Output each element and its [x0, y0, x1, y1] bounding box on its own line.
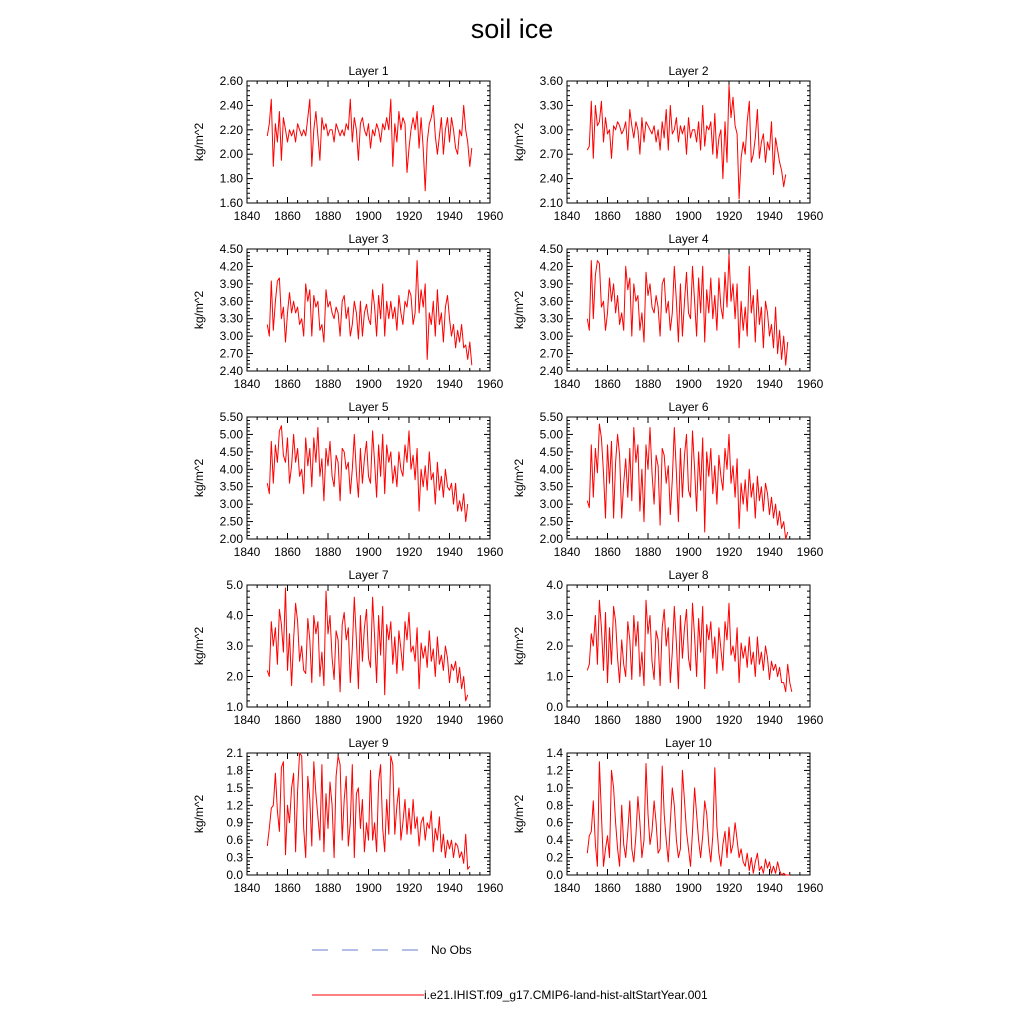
y-tick-label: 2.40 — [539, 171, 563, 186]
y-tick-label: 1.2 — [546, 763, 563, 778]
x-tick-label: 1920 — [395, 545, 423, 559]
y-tick-label: 3.0 — [226, 639, 243, 653]
x-tick-label: 1920 — [715, 377, 743, 391]
y-tick-label: 1.0 — [546, 669, 563, 684]
x-tick-label: 1860 — [274, 209, 301, 223]
x-tick-label: 1960 — [796, 209, 824, 223]
x-tick-label: 1860 — [594, 209, 621, 223]
legend-entry-no-obs — [312, 943, 472, 957]
y-tick-label: 5.00 — [219, 427, 243, 442]
y-tick-label: 1.60 — [219, 196, 243, 210]
axes-frame — [247, 81, 490, 203]
panel-title: Layer 9 — [348, 736, 389, 750]
y-tick-label: 4.50 — [539, 444, 563, 459]
panel-2 — [512, 64, 824, 223]
x-tick-label: 1960 — [796, 881, 824, 895]
x-tick-label: 1960 — [796, 377, 824, 391]
series-line — [587, 424, 787, 539]
x-tick-label: 1860 — [594, 377, 621, 391]
x-tick-label: 1960 — [476, 881, 504, 895]
y-tick-label: 0.0 — [226, 868, 243, 882]
y-tick-label: 0.2 — [546, 850, 563, 865]
x-tick-label: 1900 — [675, 881, 702, 895]
x-tick-label: 1940 — [436, 713, 463, 727]
x-tick-label: 1920 — [395, 713, 423, 727]
x-tick-label: 1880 — [634, 209, 662, 223]
x-tick-label: 1940 — [436, 881, 463, 895]
y-tick-label: 4.20 — [219, 259, 243, 274]
y-tick-label: 0.4 — [546, 833, 563, 848]
x-tick-label: 1860 — [594, 881, 621, 895]
figure-title: soil ice — [470, 14, 554, 44]
y-tick-label: 3.30 — [539, 311, 563, 326]
y-tick-label: 4.0 — [546, 578, 563, 592]
x-tick-label: 1900 — [675, 209, 702, 223]
x-tick-label: 1900 — [675, 545, 702, 559]
x-tick-label: 1960 — [796, 545, 824, 559]
x-tick-label: 1920 — [395, 377, 423, 391]
y-tick-label: 0.9 — [226, 815, 243, 830]
y-axis-label: kg/m^2 — [192, 458, 206, 498]
y-tick-label: 2.00 — [219, 532, 243, 546]
y-tick-label: 1.0 — [546, 780, 563, 795]
y-tick-label: 3.50 — [539, 479, 563, 494]
y-tick-label: 3.0 — [546, 608, 563, 623]
x-tick-label: 1880 — [314, 713, 342, 727]
panel-5 — [192, 400, 504, 559]
y-axis-label: kg/m^2 — [192, 794, 206, 834]
y-tick-label: 2.70 — [539, 346, 563, 361]
x-tick-label: 1900 — [355, 881, 382, 895]
x-tick-label: 1840 — [233, 545, 261, 559]
x-tick-label: 1880 — [314, 209, 342, 223]
y-tick-label: 2.10 — [539, 196, 563, 210]
x-tick-label: 1840 — [553, 377, 581, 391]
y-tick-label: 2.00 — [539, 532, 563, 546]
y-tick-label: 1.2 — [226, 798, 243, 813]
y-tick-label: 2.50 — [219, 514, 243, 529]
y-tick-label: 3.90 — [219, 276, 243, 291]
x-tick-label: 1840 — [233, 209, 261, 223]
y-tick-label: 1.8 — [226, 763, 243, 778]
panel-title: Layer 6 — [668, 400, 709, 414]
x-tick-label: 1860 — [594, 545, 621, 559]
x-tick-label: 1900 — [355, 209, 382, 223]
legend — [312, 943, 708, 1002]
x-tick-label: 1940 — [756, 713, 783, 727]
y-tick-label: 3.50 — [219, 479, 243, 494]
panel-title: Layer 1 — [348, 64, 389, 78]
y-tick-label: 2.0 — [546, 639, 563, 653]
x-tick-label: 1920 — [395, 209, 423, 223]
y-axis-label: kg/m^2 — [192, 626, 206, 666]
y-tick-label: 4.0 — [226, 608, 243, 623]
x-tick-label: 1860 — [274, 377, 301, 391]
y-tick-label: 3.30 — [539, 98, 563, 113]
x-tick-label: 1840 — [233, 377, 261, 391]
y-axis-label: kg/m^2 — [512, 626, 526, 666]
x-tick-label: 1900 — [675, 377, 702, 391]
x-tick-label: 1860 — [594, 713, 621, 727]
x-tick-label: 1940 — [756, 377, 783, 391]
panel-8 — [512, 568, 824, 727]
x-tick-label: 1920 — [715, 209, 743, 223]
x-tick-label: 1920 — [715, 545, 743, 559]
y-tick-label: 2.70 — [219, 346, 243, 361]
y-tick-label: 2.40 — [219, 364, 243, 378]
x-tick-label: 1840 — [233, 881, 261, 895]
x-tick-label: 1920 — [395, 881, 423, 895]
legend-label: No Obs — [431, 943, 472, 957]
y-tick-label: 0.3 — [226, 850, 243, 865]
x-tick-label: 1840 — [553, 545, 581, 559]
legend-entry-model — [312, 988, 708, 1002]
y-tick-label: 1.80 — [219, 171, 243, 186]
series-line — [587, 255, 787, 365]
panel-7 — [192, 568, 504, 727]
x-tick-label: 1940 — [756, 881, 783, 895]
x-tick-label: 1960 — [476, 209, 504, 223]
x-tick-label: 1900 — [355, 713, 382, 727]
x-tick-label: 1880 — [314, 881, 342, 895]
x-tick-label: 1900 — [355, 545, 382, 559]
x-tick-label: 1940 — [436, 545, 463, 559]
y-tick-label: 5.50 — [539, 410, 563, 424]
x-tick-label: 1840 — [553, 209, 581, 223]
y-tick-label: 2.1 — [226, 746, 243, 760]
x-tick-label: 1940 — [756, 209, 783, 223]
x-tick-label: 1880 — [634, 713, 662, 727]
x-tick-label: 1900 — [355, 377, 382, 391]
y-tick-label: 2.70 — [539, 147, 563, 162]
panel-title: Layer 5 — [348, 400, 389, 414]
y-tick-label: 5.50 — [219, 410, 243, 424]
panel-4 — [512, 232, 824, 391]
y-tick-label: 0.0 — [546, 700, 563, 714]
y-tick-label: 4.50 — [219, 242, 243, 256]
x-tick-label: 1860 — [274, 881, 301, 895]
panel-9 — [192, 736, 504, 895]
series-line — [267, 753, 470, 869]
y-tick-label: 4.20 — [539, 259, 563, 274]
x-tick-label: 1960 — [476, 713, 504, 727]
x-tick-label: 1940 — [756, 545, 783, 559]
y-tick-label: 2.60 — [219, 74, 243, 88]
x-tick-label: 1900 — [675, 713, 702, 727]
y-tick-label: 4.00 — [539, 462, 563, 477]
y-tick-label: 5.0 — [226, 578, 243, 592]
y-tick-label: 2.20 — [219, 122, 243, 137]
y-tick-label: 1.4 — [546, 746, 563, 760]
y-tick-label: 2.40 — [539, 364, 563, 378]
panel-6 — [512, 400, 824, 559]
x-tick-label: 1880 — [314, 377, 342, 391]
y-tick-label: 3.00 — [539, 122, 563, 137]
y-tick-label: 4.50 — [539, 242, 563, 256]
x-tick-label: 1920 — [715, 713, 743, 727]
y-tick-label: 1.0 — [226, 700, 243, 714]
y-tick-label: 4.50 — [219, 444, 243, 459]
panel-10 — [512, 736, 824, 895]
y-tick-label: 3.00 — [219, 329, 243, 344]
series-line — [587, 762, 790, 875]
y-axis-label: kg/m^2 — [192, 290, 206, 330]
x-tick-label: 1840 — [553, 713, 581, 727]
y-tick-label: 3.00 — [539, 497, 563, 512]
x-tick-label: 1880 — [314, 545, 342, 559]
y-tick-label: 0.6 — [226, 833, 243, 848]
x-tick-label: 1960 — [476, 545, 504, 559]
panel-3 — [192, 232, 504, 391]
x-tick-label: 1960 — [796, 713, 824, 727]
x-tick-label: 1960 — [476, 377, 504, 391]
x-tick-label: 1880 — [634, 881, 662, 895]
y-axis-label: kg/m^2 — [512, 458, 526, 498]
x-tick-label: 1940 — [436, 209, 463, 223]
y-axis-label: kg/m^2 — [192, 122, 206, 162]
y-tick-label: 5.00 — [539, 427, 563, 442]
legend-label: i.e21.IHIST.f09_g17.CMIP6-land-hist-altStartYear.001 — [424, 988, 708, 1002]
x-tick-label: 1860 — [274, 713, 301, 727]
panel-title: Layer 10 — [665, 736, 712, 750]
y-tick-label: 3.60 — [219, 294, 243, 309]
series-line — [587, 85, 785, 199]
series-line — [267, 99, 472, 191]
y-tick-label: 2.50 — [539, 514, 563, 529]
y-tick-label: 0.0 — [546, 868, 563, 882]
x-tick-label: 1840 — [233, 713, 261, 727]
x-tick-label: 1940 — [436, 377, 463, 391]
panel-1 — [192, 64, 504, 223]
x-tick-label: 1840 — [553, 881, 581, 895]
series-line — [267, 426, 467, 522]
y-axis-label: kg/m^2 — [512, 290, 526, 330]
y-tick-label: 3.30 — [219, 311, 243, 326]
y-tick-label: 3.60 — [539, 294, 563, 309]
panel-title: Layer 2 — [668, 64, 709, 78]
y-tick-label: 3.00 — [219, 497, 243, 512]
y-tick-label: 0.8 — [546, 798, 563, 813]
y-tick-label: 3.90 — [539, 276, 563, 291]
series-line — [587, 600, 792, 692]
panel-title: Layer 7 — [348, 568, 389, 582]
y-tick-label: 0.6 — [546, 815, 563, 830]
series-line — [267, 588, 467, 701]
y-axis-label: kg/m^2 — [512, 794, 526, 834]
panel-title: Layer 3 — [348, 232, 389, 246]
y-tick-label: 3.00 — [539, 329, 563, 344]
y-tick-label: 3.60 — [539, 74, 563, 88]
x-tick-label: 1880 — [634, 545, 662, 559]
x-tick-label: 1920 — [715, 881, 743, 895]
series-line — [267, 261, 472, 366]
panel-title: Layer 4 — [668, 232, 709, 246]
y-tick-label: 2.0 — [226, 669, 243, 684]
x-tick-label: 1880 — [634, 377, 662, 391]
y-tick-label: 4.00 — [219, 462, 243, 477]
y-tick-label: 2.40 — [219, 98, 243, 113]
x-tick-label: 1860 — [274, 545, 301, 559]
panel-title: Layer 8 — [668, 568, 709, 582]
y-tick-label: 1.5 — [226, 780, 243, 795]
y-axis-label: kg/m^2 — [512, 122, 526, 162]
y-tick-label: 2.00 — [219, 147, 243, 162]
